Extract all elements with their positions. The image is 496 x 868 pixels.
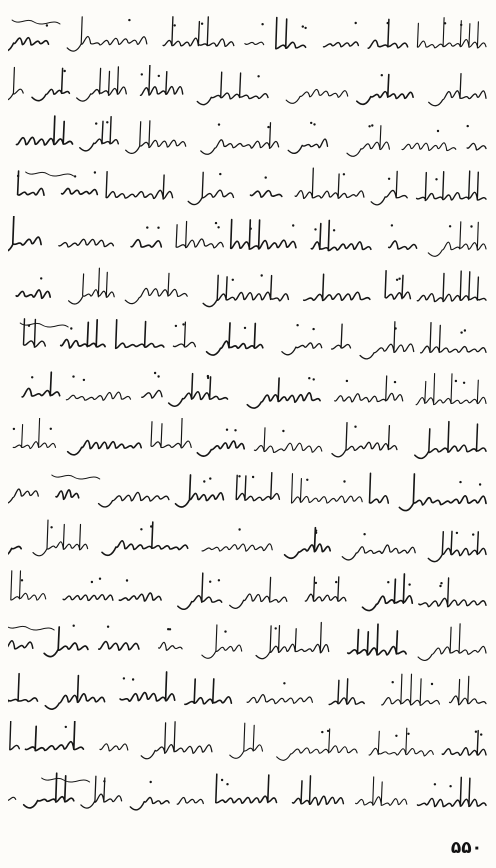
- handwritten-line: [8, 620, 490, 670]
- handwritten-line: [8, 267, 490, 317]
- handwritten-text-block: [8, 6, 490, 826]
- handwritten-line: [8, 721, 490, 771]
- handwritten-line: [8, 65, 490, 115]
- handwritten-line: [8, 469, 490, 519]
- handwritten-line: [8, 570, 490, 620]
- handwritten-line: [8, 166, 490, 216]
- handwritten-line: [8, 115, 490, 165]
- handwritten-line: [8, 418, 490, 468]
- page-number: ۵۵۰: [450, 838, 482, 858]
- handwritten-line: [8, 14, 490, 64]
- handwritten-line: [8, 519, 490, 569]
- handwritten-line: [8, 772, 490, 822]
- handwritten-line: [8, 671, 490, 721]
- handwritten-line: [8, 216, 490, 266]
- handwritten-line: [8, 368, 490, 418]
- handwritten-line: [8, 317, 490, 367]
